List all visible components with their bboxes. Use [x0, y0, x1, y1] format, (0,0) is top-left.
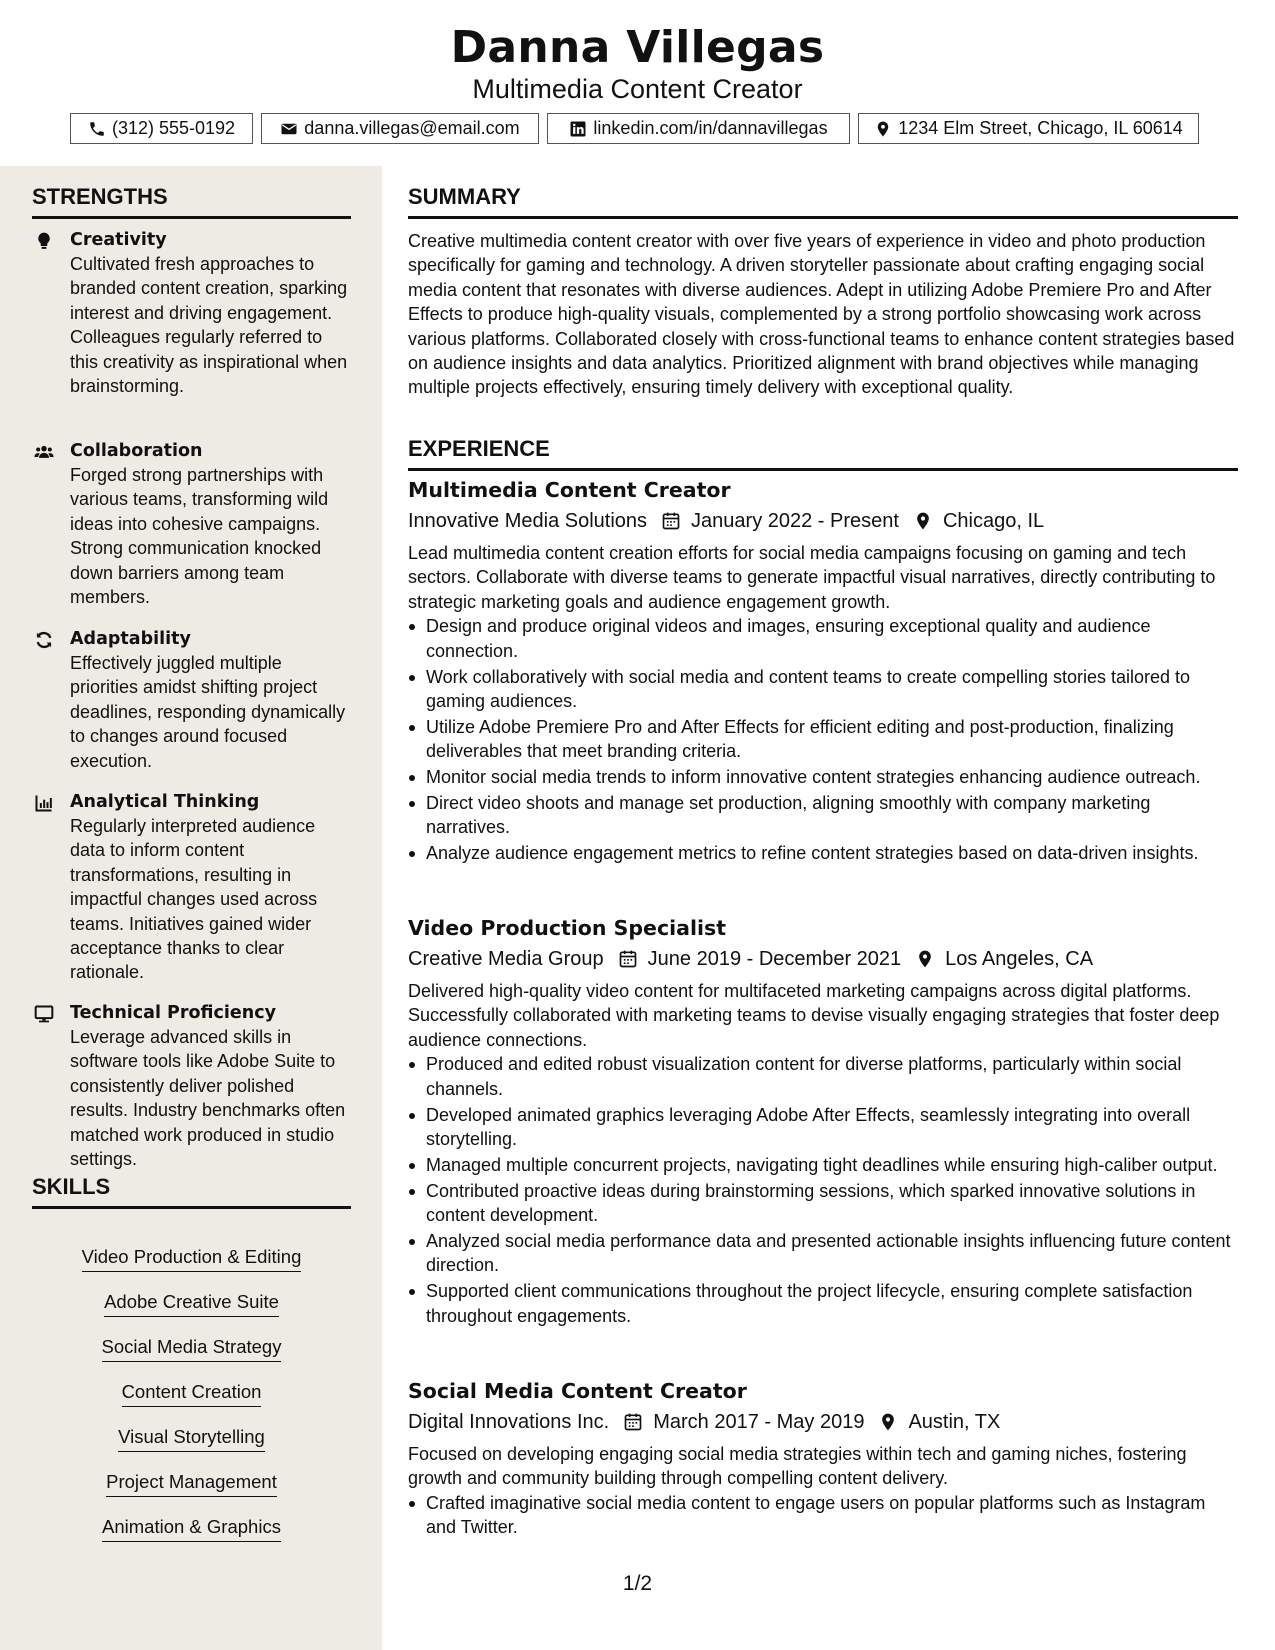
page-number: 1/2: [622, 1572, 653, 1595]
bullet-item: Analyzed social media performance data and presented actionable insights influencing future content direction.: [408, 1229, 1238, 1278]
contact-bar: [0, 113, 1275, 144]
bullet-item: Analyze audience engagement metrics to refine content strategies based on data-driven insights.: [408, 841, 1238, 865]
strength-desc: Leverage advanced skills in software tools like Adobe Suite to consistently deliver polished results. Industry benchmarks often matched work produced in studio settings.: [70, 1027, 346, 1170]
bullet-item: Developed animated graphics leveraging Adobe After Effects, seamlessly integrating into overall storytelling.: [408, 1103, 1238, 1152]
strength-title: Collaboration: [70, 441, 203, 461]
candidate-name: Danna Villegas: [450, 22, 825, 73]
calendar-icon: [618, 949, 638, 969]
bullet-item: Crafted imaginative social media content to engage users on popular platforms such as Instagram and Twitter.: [408, 1491, 1238, 1540]
skill-item: Content Creation: [32, 1381, 351, 1407]
bullet-item: Direct video shoots and manage set production, aligning smoothly with company marketing narratives.: [408, 791, 1238, 840]
contact-phone-text: (312) 555-0192: [111, 118, 236, 138]
sidebar: [0, 166, 382, 1650]
linkedin-icon: [569, 120, 587, 138]
email-icon: [280, 120, 298, 138]
job-meta: [408, 1408, 1238, 1436]
monitor-icon: [32, 1003, 56, 1025]
strength-desc: Cultivated fresh approaches to branded content creation, sparking interest and driving engagement. Colleagues regularly referred to this creativity as inspirational when brainstorming.: [70, 254, 348, 397]
phone-icon: [88, 120, 106, 138]
job-title: Video Production Specialist: [408, 916, 727, 940]
strength-title: Technical Proficiency: [70, 1003, 276, 1023]
job-location: Los Angeles, CA: [945, 948, 1094, 970]
job-dates: January 2022 - Present: [691, 510, 899, 532]
job-title: Social Media Content Creator: [408, 1379, 747, 1403]
location-icon: [915, 949, 935, 969]
location-icon: [878, 1412, 898, 1432]
bullet-item: Produced and edited robust visualization content for diverse platforms, particularly within social channels.: [408, 1052, 1238, 1101]
job-company: Creative Media Group: [408, 948, 604, 970]
job-meta: [408, 945, 1238, 973]
skill-item: Project Management: [32, 1471, 351, 1497]
job-description: Delivered high-quality video content for multifaceted marketing campaigns across digital platforms. Successfully collaborated with marketing teams to devise visually engaging strategies that foster deep audience connections.: [408, 981, 1220, 1050]
job-meta: [408, 507, 1238, 535]
sync-icon: [32, 629, 56, 651]
summary-text: Creative multimedia content creator with over five years of experience in video and photo production specifically for gaming and technology. A driven storyteller passionate about crafting engaging social media content that resonates with diverse audiences. Adept in utilizing Adobe Premiere Pro and After Effects to produce high-quality visuals, complemented by a strong portfolio showcasing work across various platforms. Collaborated closely with cross-functional teams to enhance content strategies based on audience insights and data analytics. Prioritized alignment with brand objectives while managing multiple projects effectively, ensuring timely delivery with exceptional quality.: [408, 231, 1235, 398]
skill-item: Adobe Creative Suite: [32, 1291, 351, 1317]
summary-heading: SUMMARY: [408, 184, 1238, 219]
candidate-title: Multimedia Content Creator: [472, 74, 803, 104]
contact-address[interactable]: [858, 113, 1199, 144]
job-description: Lead multimedia content creation efforts for social media campaigns focusing on gaming and tech sectors. Collaborate with diverse teams to generate impactful visual narratives, directly contributing to strategic marketing goals and audience engagement growth.: [408, 543, 1216, 612]
strength-desc: Effectively juggled multiple priorities amidst shifting project deadlines, responding dynamically to changes around focused execution.: [70, 653, 346, 771]
job-bullets: [408, 1052, 1238, 1328]
bullet-item: Monitor social media trends to inform innovative content strategies enhancing audience outreach.: [408, 765, 1238, 789]
users-icon: [32, 441, 56, 463]
contact-linkedin[interactable]: [547, 113, 850, 144]
bullet-item: Managed multiple concurrent projects, navigating tight deadlines while ensuring high-caliber output.: [408, 1153, 1238, 1177]
job-dates: June 2019 - December 2021: [647, 948, 902, 970]
strength-desc: Forged strong partnerships with various teams, transforming wild ideas into cohesive campaigns. Strong communication knocked down barriers among team members.: [70, 465, 329, 608]
skill-item: Social Media Strategy: [32, 1336, 351, 1362]
bullet-item: Contributed proactive ideas during brainstorming sessions, which sparked innovative solutions in content development.: [408, 1179, 1238, 1228]
contact-email-text: danna.villegas@email.com: [304, 118, 520, 138]
contact-phone[interactable]: [70, 113, 253, 144]
job-company: Innovative Media Solutions: [408, 510, 648, 532]
bullet-item: Supported client communications throughout the project lifecycle, ensuring complete satisfaction throughout engagements.: [408, 1279, 1238, 1328]
strength-item: [32, 790, 352, 985]
calendar-icon: [623, 1412, 643, 1432]
strength-item: [32, 228, 352, 398]
strength-title: Creativity: [70, 230, 167, 250]
strength-item: [32, 627, 352, 773]
job-entry: [408, 1377, 1238, 1541]
bullet-item: Design and produce original videos and images, ensuring exceptional quality and audience connection.: [408, 614, 1238, 663]
resume-header: [0, 0, 1275, 166]
bar-chart-icon: [32, 792, 56, 814]
job-location: Chicago, IL: [942, 510, 1045, 532]
job-title: Multimedia Content Creator: [408, 478, 731, 502]
job-bullets: [408, 1491, 1238, 1540]
location-icon: [874, 120, 892, 138]
contact-address-text: 1234 Elm Street, Chicago, IL 60614: [898, 118, 1183, 138]
job-dates: March 2017 - May 2019: [653, 1411, 865, 1433]
job-entry: [408, 914, 1238, 1330]
bullet-item: Work collaboratively with social media and content teams to create compelling stories tailored to gaming audiences.: [408, 665, 1238, 714]
skill-item: Video Production & Editing: [32, 1246, 351, 1272]
strength-title: Analytical Thinking: [70, 792, 260, 812]
job-location: Austin, TX: [908, 1411, 1001, 1433]
strength-item: [32, 1001, 352, 1171]
experience-heading: EXPERIENCE: [408, 436, 1238, 471]
job-entry: [408, 476, 1238, 867]
strength-item: [32, 439, 352, 609]
strength-title: Adaptability: [70, 629, 191, 649]
job-description: Focused on developing engaging social media strategies within tech and gaming niches, fostering growth and community building through compelling content delivery.: [408, 1444, 1187, 1489]
contact-email[interactable]: [261, 113, 539, 144]
skills-heading: SKILLS: [32, 1174, 351, 1209]
skill-item: Visual Storytelling: [32, 1426, 351, 1452]
job-company: Digital Innovations Inc.: [408, 1411, 610, 1433]
contact-linkedin-text: linkedin.com/in/dannavillegas: [593, 118, 828, 138]
bullet-item: Utilize Adobe Premiere Pro and After Effects for efficient editing and post-production, finalizing deliverables that meet branding criteria.: [408, 715, 1238, 764]
job-bullets: [408, 614, 1238, 866]
lightbulb-icon: [32, 230, 56, 252]
skill-item: Animation & Graphics: [32, 1516, 351, 1542]
strengths-heading: STRENGTHS: [32, 184, 351, 219]
calendar-icon: [661, 511, 681, 531]
location-icon: [913, 511, 933, 531]
strength-desc: Regularly interpreted audience data to inform content transformations, resulting in impactful changes used across teams. Initiatives gained wider acceptance thanks to clear rationale.: [70, 816, 318, 983]
